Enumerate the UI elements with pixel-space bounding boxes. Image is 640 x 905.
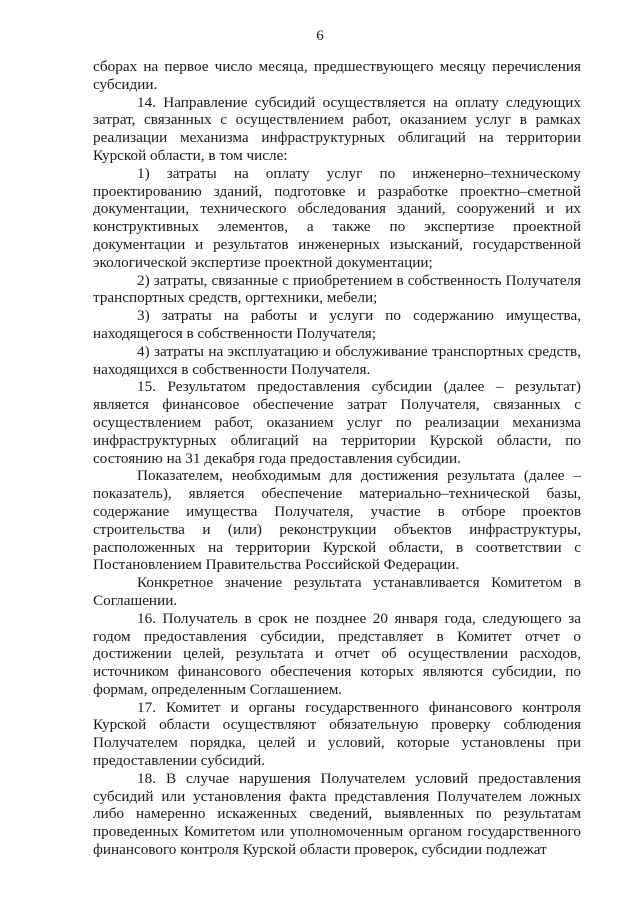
paragraph-15: 15. Результатом предоставления субсидии (далее – результат) является финансовое обеспечение затрат Получателя, связанных с осуществлением работ, оказанием услуг по реализации механизма инфраструктурных облигаций на территории Курской области, по состоянию на 31 декабря года предоставления субсидии. (93, 378, 581, 467)
paragraph-14: 14. Направление субсидий осуществляется на оплату следующих затрат, связанных с осуществлением работ, оказанием услуг в рамках реализации механизма инфраструктурных облигаций на территории Курской области, в том числе: (93, 93, 581, 164)
paragraph-14-item-1: 1) затраты на оплату услуг по инженерно–техническому проектированию зданий, подготовке и разработке проектно–сметной документации, технического обследования зданий, сооружений и их конструктивных элементов, а также по экспертизе проектной документации и результатов инженерных изысканий, государственной экологической экспертизе проектной документации; (93, 164, 581, 271)
paragraph-14-item-3: 3) затраты на работы и услуги по содержанию имущества, находящегося в собственности Получателя; (93, 307, 581, 342)
paragraph-17: 17. Комитет и органы государственного финансового контроля Курской области осуществляют обязательную проверку соблюдения Получателем порядка, целей и условий, которые установлены при предоставлении субсидий. (93, 698, 581, 770)
paragraph-18: 18. В случае нарушения Получателем условий предоставления субсидий или установления факта представления Получателем ложных либо намеренно искаженных сведений, выявленных по результатам проведенных Комитетом или уполномоченным органом государственного финансового контроля Курской области проверок, субсидии подлежат (93, 769, 581, 859)
document-body (93, 58, 581, 859)
paragraph-14-item-4: 4) затраты на эксплуатацию и обслуживание транспортных средств, находящихся в собственности Получателя. (93, 342, 581, 378)
paragraph-continuation: сборах на первое число месяца, предшествующего месяцу перечисления субсидии. (93, 58, 581, 93)
paragraph-indicator: Показателем, необходимым для достижения результата (далее – показатель), является обеспечение материально–технической базы, содержание имущества Получателя, участие в отборе проектов строительства и (или) реконструкции объектов инфраструктуры, расположенных на территории Курской области, в соответствии с Постановлением Правительства Российской Федерации. (93, 467, 581, 574)
paragraph-14-item-2: 2) затраты, связанные с приобретением в собственность Получателя транспортных средств, оргтехники, мебели; (93, 271, 581, 307)
page-number: 6 (316, 28, 324, 44)
paragraph-specific-value: Конкретное значение результата устанавливается Комитетом в Соглашении. (93, 574, 581, 609)
paragraph-16: 16. Получатель в срок не позднее 20 января года, следующего за годом предоставления субсидии, представляет в Комитет отчет о достижении целей, результата и отчет об осуществлении расходов, источником финансового обеспечения которых являются субсидии, по формам, определенным Соглашением. (93, 609, 581, 698)
